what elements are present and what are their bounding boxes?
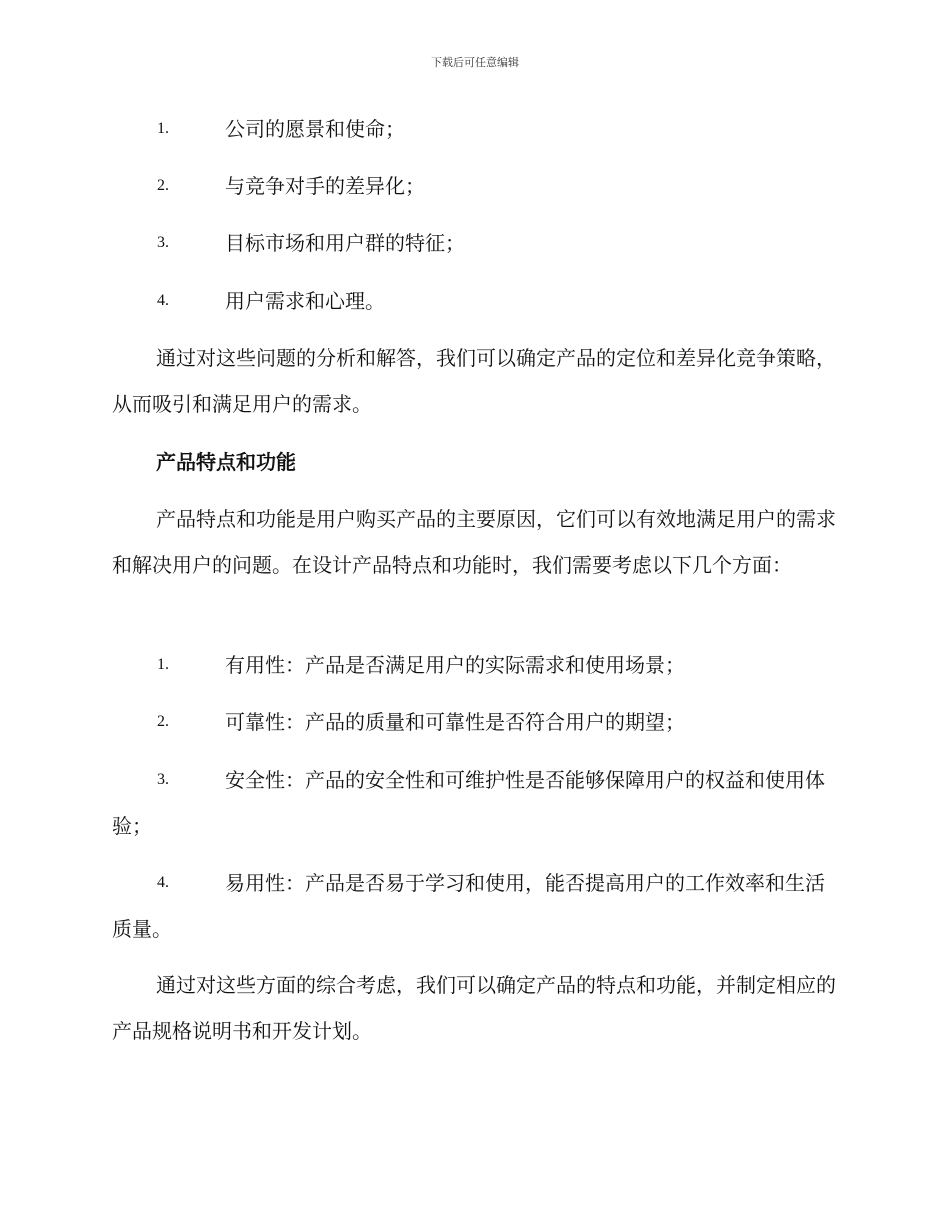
paragraph: 通过对这些方面的综合考虑，我们可以确定产品的特点和功能，并制定相应的产品规格说明书和开发计划。 <box>112 973 836 1043</box>
page-header: 下载后可任意编辑 <box>431 56 519 69</box>
list-number: 2. <box>157 177 169 194</box>
list-number: 2. <box>157 713 169 730</box>
list-item <box>112 860 842 952</box>
list-item <box>112 757 842 849</box>
list-text: 与竞争对手的差异化； <box>225 174 425 198</box>
paragraph: 产品特点和功能是用户购买产品的主要原因，它们可以有效地满足用户的需求和解决用户的问题。在设计产品特点和功能时，我们需要考虑以下几个方面： <box>112 507 836 577</box>
list-number: 1. <box>157 656 169 673</box>
list-item <box>112 642 842 688</box>
paragraph: 通过对这些问题的分析和解答，我们可以确定产品的定位和差异化竞争策略，从而吸引和满足用户的需求。 <box>112 346 836 416</box>
list-text: 公司的愿景和使命； <box>225 117 405 141</box>
list-item <box>112 699 842 745</box>
list-text: 有用性：产品是否满足用户的实际需求和使用场景； <box>225 653 685 677</box>
list-number: 4. <box>157 874 169 891</box>
list-text: 目标市场和用户群的特征； <box>225 231 465 255</box>
list-text: 用户需求和心理。 <box>225 289 385 313</box>
list-number: 1. <box>157 120 169 137</box>
list-text: 可靠性：产品的质量和可靠性是否符合用户的期望； <box>225 710 685 734</box>
list-text: 易用性：产品是否易于学习和使用，能否提高用户的工作效率和生活质量。 <box>112 871 825 941</box>
list-number: 4. <box>157 292 169 309</box>
section-heading: 产品特点和功能 <box>156 450 296 474</box>
list-number: 3. <box>157 771 169 788</box>
list-text: 安全性：产品的安全性和可维护性是否能够保障用户的权益和使用体验； <box>112 768 825 838</box>
list-number: 3. <box>157 234 169 251</box>
